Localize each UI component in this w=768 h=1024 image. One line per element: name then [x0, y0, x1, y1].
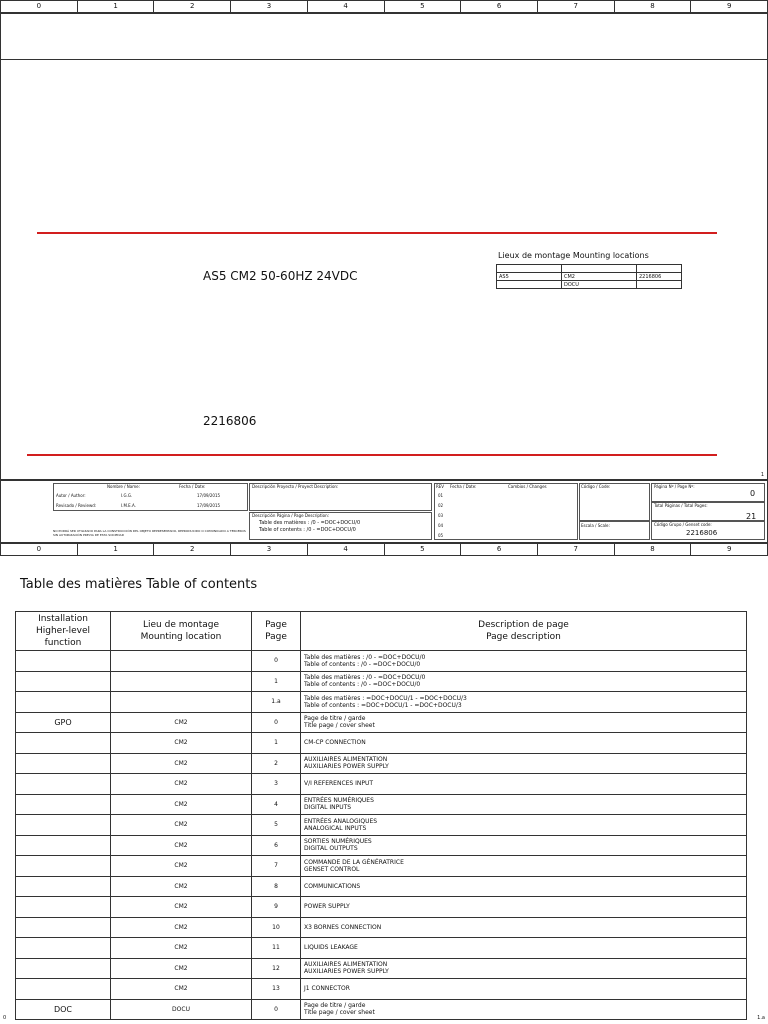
footer-left: 0 — [3, 1015, 7, 1021]
mounting-location-cell: CM2 — [111, 938, 252, 959]
ruler-column-label: 1 — [78, 1, 155, 12]
mounting-location-cell: CM2 — [111, 733, 252, 754]
ruler-column-label: 0 — [1, 544, 78, 555]
reviewed-label: Revisado / Reviewd: — [56, 503, 97, 508]
mounting-locations-title: Lieux de montage Mounting locations — [498, 251, 649, 260]
project-desc-label: Descripción Proyecto / Proyect Description: — [252, 484, 339, 489]
author-label: Autor / Author: — [56, 493, 86, 498]
page-cell: 13 — [252, 979, 301, 1000]
ruler-column-label: 7 — [538, 544, 615, 555]
toc-row — [16, 712, 747, 733]
mounting-location-cell: CM2 — [111, 958, 252, 979]
mounting-location-cell: CM2 — [111, 979, 252, 1000]
mounting-location-cell: DOCU — [111, 999, 252, 1020]
page-description-cell: CM-CP CONNECTION — [301, 733, 747, 754]
higher-level-function-cell — [16, 856, 111, 877]
page-description-cell: ENTRÉES NUMÉRIQUES DIGITAL INPUTS — [301, 794, 747, 815]
page-description-cell: V/I REFERENCES INPUT — [301, 774, 747, 795]
sheet-marker: 1 — [760, 472, 764, 478]
total-pages: 21 — [746, 512, 757, 521]
rev-row: 04 — [438, 523, 444, 528]
toc-row — [16, 876, 747, 897]
header-mounting-location: Lieu de montage Mounting location — [111, 612, 252, 651]
toc-row — [16, 815, 747, 836]
page-cell: 0 — [252, 712, 301, 733]
higher-level-function-cell — [16, 733, 111, 754]
ruler-column-label: 3 — [231, 544, 308, 555]
page-cell: 11 — [252, 938, 301, 959]
mounting-cell — [637, 281, 682, 289]
page-cell: 4 — [252, 794, 301, 815]
toc-row — [16, 958, 747, 979]
higher-level-function-cell: DOC — [16, 999, 111, 1020]
mounting-location-cell: CM2 — [111, 856, 252, 877]
mounting-cell — [562, 265, 637, 273]
toc-row — [16, 733, 747, 754]
mounting-row — [497, 265, 682, 273]
ruler-column-label: 0 — [1, 1, 78, 12]
toc-row — [16, 917, 747, 938]
toc-row — [16, 671, 747, 692]
page-cell: 0 — [252, 651, 301, 672]
toc-header-row — [16, 612, 747, 651]
page-cell: 5 — [252, 815, 301, 836]
footer-right: 1.a — [757, 1015, 765, 1021]
ruler-column-label: 4 — [308, 544, 385, 555]
toc-row — [16, 774, 747, 795]
page-description-cell: AUXILIAIRES ALIMENTATION AUXILIARIES POWER SUPPLY — [301, 958, 747, 979]
toc-row — [16, 938, 747, 959]
higher-level-function-cell: GPO — [16, 712, 111, 733]
reviewed-name: I.M.E.A. — [121, 503, 136, 508]
top-red-line — [37, 232, 717, 234]
mounting-cell: DOCU — [562, 281, 637, 289]
page-cell: 0 — [252, 999, 301, 1020]
page-cell: 8 — [252, 876, 301, 897]
toc-row — [16, 651, 747, 672]
higher-level-function-cell — [16, 938, 111, 959]
toc-row — [16, 999, 747, 1020]
toc-row — [16, 692, 747, 713]
page-number-label: Página Nº / Page Nº: — [654, 484, 695, 489]
page-cell: 9 — [252, 897, 301, 918]
scale-label: Escala / Scale: — [581, 523, 610, 528]
header-installation: Installation Higher-level function — [16, 612, 111, 651]
mounting-location-cell — [111, 671, 252, 692]
page-number: 0 — [750, 489, 756, 498]
toc-row — [16, 897, 747, 918]
name-header: Nombre / Name: — [107, 484, 140, 489]
higher-level-function-cell — [16, 917, 111, 938]
upper-header-frame — [0, 13, 768, 60]
ruler-column-label: 9 — [726, 545, 732, 553]
toc-row — [16, 856, 747, 877]
mounting-cell — [497, 281, 562, 289]
page-description-cell: X3 BORNES CONNECTION — [301, 917, 747, 938]
toc-table — [15, 611, 747, 1020]
rev-label: REV — [436, 484, 445, 489]
page-description-cell: J1 CONNECTOR — [301, 979, 747, 1000]
toc-row — [16, 794, 747, 815]
rev-date-label: Fecha / Date: — [450, 484, 477, 489]
project-code: 2216806 — [203, 414, 257, 428]
code-label: Código / Code: — [581, 484, 611, 489]
top-column-ruler — [0, 0, 768, 13]
mounting-location-cell: CM2 — [111, 835, 252, 856]
page-description-cell: SORTIES NUMÉRIQUES DIGITAL OUTPUTS — [301, 835, 747, 856]
ruler-column-label: 2 — [154, 544, 231, 555]
higher-level-function-cell — [16, 671, 111, 692]
higher-level-function-cell — [16, 753, 111, 774]
mounting-location-cell — [111, 692, 252, 713]
mounting-location-cell: CM2 — [111, 753, 252, 774]
toc-row — [16, 753, 747, 774]
page-cell: 10 — [252, 917, 301, 938]
higher-level-function-cell — [16, 876, 111, 897]
group-code-label: Código Grupo / Genset code: — [654, 522, 712, 527]
mounting-cell: CM2 — [562, 273, 637, 281]
ruler-column-label: 7 — [538, 1, 615, 12]
page-description-cell: Table des matières : =DOC+DOCU/1 - =DOC+DOCU/3 Table of contents : =DOC+DOCU/1 - =DOC+DOCU/3 — [301, 692, 747, 713]
total-pages-label: Total Páginas / Total Pages: — [654, 503, 708, 508]
mounting-location-cell: CM2 — [111, 794, 252, 815]
ruler-column-label: 2 — [154, 1, 231, 12]
page-desc-label: Descripción Página / Page Description: — [252, 513, 329, 518]
mounting-location-cell: CM2 — [111, 712, 252, 733]
page-cell: 2 — [252, 753, 301, 774]
page-description-cell: AUXILIAIRES ALIMENTATION AUXILIARIES POWER SUPPLY — [301, 753, 747, 774]
page-description-cell: COMMANDE DE LA GÉNÉRATRICE GENSET CONTROL — [301, 856, 747, 877]
page-description-cell: Table des matières : /0 - =DOC+DOCU/0 Table of contents : /0 - =DOC+DOCU/0 — [301, 651, 747, 672]
ruler-column-label: 8 — [615, 1, 692, 12]
higher-level-function-cell — [16, 651, 111, 672]
higher-level-function-cell — [16, 815, 111, 836]
mounting-locations-table — [496, 264, 682, 289]
mounting-location-cell: CM2 — [111, 876, 252, 897]
ruler-column-label: 5 — [385, 544, 462, 555]
legal-notice: NO PODRÁ SER UTILIZADO PARA LA CONSTRUCCIÓN DEL OBJETO REPRESENTADO, REPRODUCIDO O COMUNICADO A TERCEROS SIN AUTORIZACIÓN PREVIA DE ESTA SOCIEDAD — [53, 529, 246, 537]
rev-row: 02 — [438, 503, 444, 508]
higher-level-function-cell — [16, 692, 111, 713]
ruler-column-label: 6 — [461, 1, 538, 12]
mounting-cell: AS5 — [497, 273, 562, 281]
mounting-cell — [637, 265, 682, 273]
page-description-cell: POWER SUPPLY — [301, 897, 747, 918]
page-description-cell: Table des matières : /0 - =DOC+DOCU/0 Table of contents : /0 - =DOC+DOCU/0 — [301, 671, 747, 692]
rev-row: 01 — [438, 493, 444, 498]
higher-level-function-cell — [16, 979, 111, 1000]
date-header: Fecha / Date: — [179, 484, 206, 489]
higher-level-function-cell — [16, 774, 111, 795]
author-name: I.G.G. — [121, 493, 133, 498]
ruler-column-label: 9 — [726, 2, 732, 10]
page-cell: 1.a — [252, 692, 301, 713]
higher-level-function-cell — [16, 835, 111, 856]
mounting-row — [497, 281, 682, 289]
ruler-column-label: 8 — [615, 544, 692, 555]
rev-row: 05 — [438, 533, 444, 538]
mounting-location-cell: CM2 — [111, 917, 252, 938]
mounting-cell — [497, 265, 562, 273]
rev-row: 03 — [438, 513, 444, 518]
mounting-location-cell: CM2 — [111, 774, 252, 795]
ruler-column-label: 1 — [78, 544, 155, 555]
bottom-red-line — [27, 454, 717, 456]
ruler-column-label: 4 — [308, 1, 385, 12]
page-description-cell: LIQUIDS LEAKAGE — [301, 938, 747, 959]
page-description-cell: Page de titre / garde Title page / cover sheet — [301, 712, 747, 733]
page-cell: 12 — [252, 958, 301, 979]
project-title: AS5 CM2 50-60HZ 24VDC — [203, 269, 358, 283]
toc-title: Table des matières Table of contents — [20, 577, 258, 592]
mounting-location-cell — [111, 651, 252, 672]
changes-label: Cambios / Changes — [508, 484, 547, 489]
title-block — [0, 480, 768, 543]
page-cell: 7 — [252, 856, 301, 877]
page-description-cell: COMMUNICATIONS — [301, 876, 747, 897]
page-desc-line2: Table of contents : /0 - =DOC+DOCU/0 — [259, 527, 356, 533]
mounting-cell: 2216806 — [637, 273, 682, 281]
page-cell: 1 — [252, 733, 301, 754]
author-date: 17/09/2015 — [197, 493, 221, 498]
page-description-cell: Page de titre / garde Title page / cover sheet — [301, 999, 747, 1020]
higher-level-function-cell — [16, 897, 111, 918]
mounting-location-cell: CM2 — [111, 897, 252, 918]
page-desc-line1: Table des matières : /0 - =DOC+DOCU/0 — [259, 520, 361, 526]
toc-row — [16, 835, 747, 856]
header-page-description: Description de page Page description — [301, 612, 747, 651]
header-page: Page Page — [252, 612, 301, 651]
toc-row — [16, 979, 747, 1000]
middle-column-ruler — [0, 543, 768, 556]
ruler-column-label: 5 — [385, 1, 462, 12]
group-code: 2216806 — [686, 529, 718, 537]
revision-box — [434, 483, 578, 540]
page-cell: 1 — [252, 671, 301, 692]
higher-level-function-cell — [16, 794, 111, 815]
ruler-column-label: 3 — [231, 1, 308, 12]
higher-level-function-cell — [16, 958, 111, 979]
mounting-row — [497, 273, 682, 281]
reviewed-date: 17/09/2015 — [197, 503, 221, 508]
ruler-column-label: 6 — [461, 544, 538, 555]
mounting-location-cell: CM2 — [111, 815, 252, 836]
page-cell: 6 — [252, 835, 301, 856]
page-cell: 3 — [252, 774, 301, 795]
page-description-cell: ENTRÉES ANALOGIQUES ANALOGICAL INPUTS — [301, 815, 747, 836]
